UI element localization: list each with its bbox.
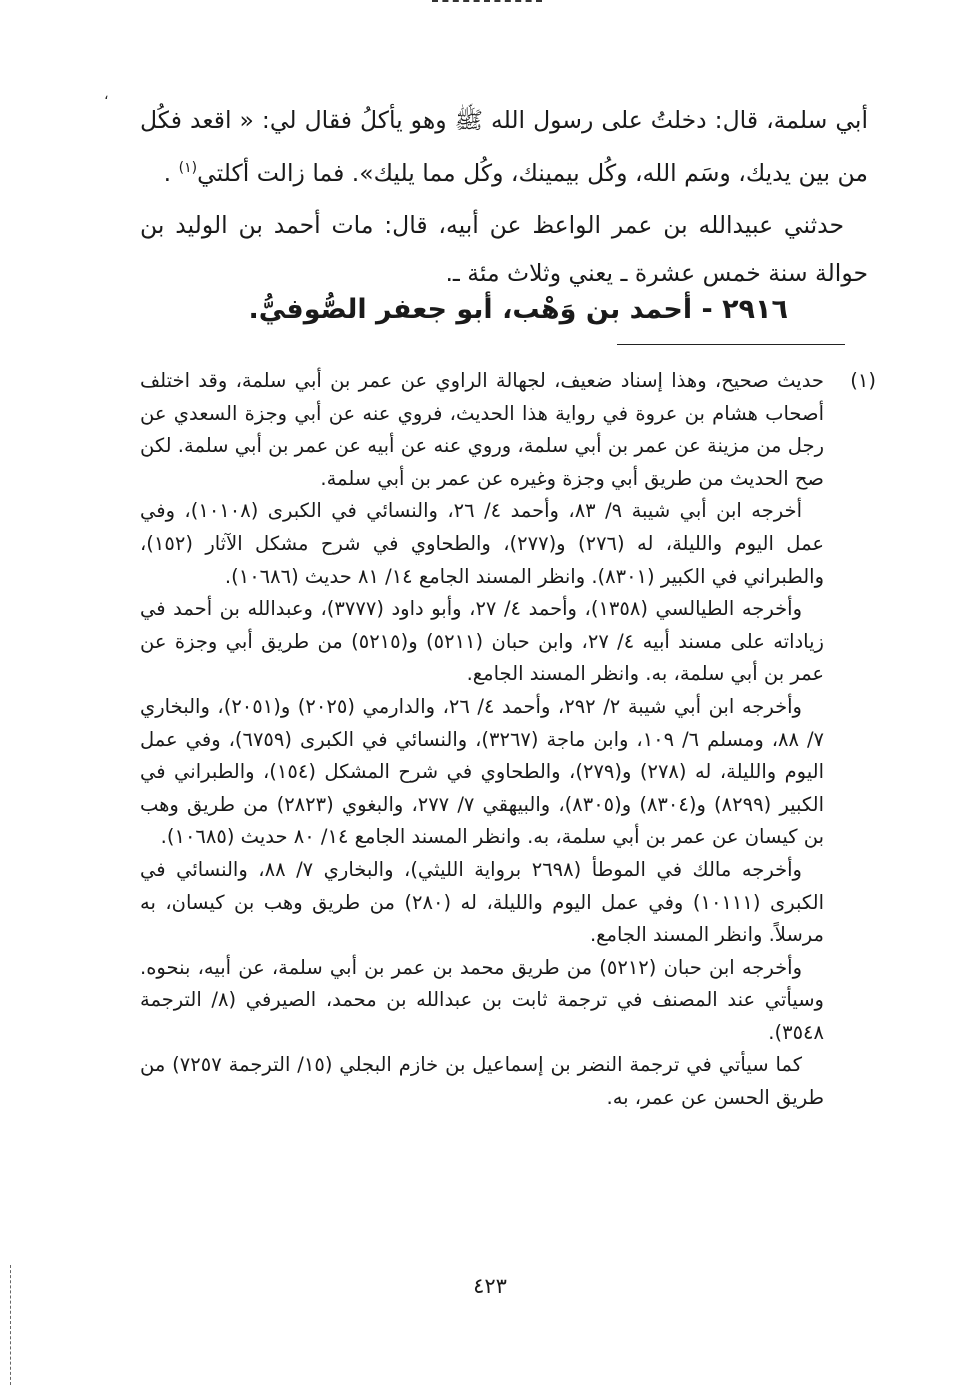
footnote-separator: [617, 344, 845, 345]
main-paragraph-2: حدثني عبيدالله بن عمر الواعظ عن أبيه، قال: مات أحمد بن الوليد بن حوالة سنة خمس عشرة ـ يعني وثلاث مئة ـ.: [140, 210, 868, 287]
footnote-paragraph: وأخرجه ابن أبي شيبة ٢/ ٢٩٢، وأحمد ٤/ ٢٦، والدارمي (٢٠٢٥) و(٢٠٥١)، والبخاري ٧/ ٨٨، ومسلم ٦/ ١٠٩، وابن ماجة (٣٢٦٧)، والنسائي في الكبرى (٦٧٥٩)، وفي عمل اليوم والليلة، له (٢٧٨) و(٢٧٩)، والطحاوي في شرح المشكل (١٥٤)، والطبراني في الكبير (٨٢٩٩) و(٨٣٠٤) و(٨٣٠٥)، والبيهقي ٧/ ٢٧٧، والبغوي (٢٨٢٣) من طريق وهب بن كيسان عن عمر بن أبي سلمة، به. وانظر المسند الجامع ١٤/ ٨٠ حديث (١٠٦٨٥).: [140, 694, 825, 849]
margin-mark: ،: [104, 87, 109, 103]
entry-heading: ٢٩١٦ - أحمد بن وَهْب، أبو جعفر الصُّوفيُّ.: [248, 294, 788, 325]
top-edge-rule: [432, 0, 542, 2]
footnote-paragraph: كما سيأتي في ترجمة النضر بن إسماعيل بن خازم البجلي (١٥/ الترجمة ٧٢٥٧) من طريق الحسن عن عمر، به.: [140, 1053, 824, 1110]
main-paragraph-1: [140, 96, 868, 197]
footnotes: [140, 365, 876, 1115]
main-text: [140, 96, 868, 297]
entry-heading-wrap: [140, 290, 868, 330]
footnote-1: [140, 365, 876, 495]
page-number: ٤٢٣: [473, 1274, 507, 1298]
footnote-paragraph: وأخرجه ابن حبان (٥٢١٢) من طريق محمد بن عمر بن أبي سلمة، عن أبيه، بنحوه. وسيأتي عند المصنف في ترجمة ثابت بن عبدالله بن محمد، الصيرفي (٨/ الترجمة ٣٥٤٨).: [140, 955, 824, 1044]
footnote-reference: (١): [178, 160, 198, 176]
footnote-number: (١): [850, 369, 876, 392]
footnote-paragraph: حديث صحيح، وهذا إسناد ضعيف، لجهالة الراوي عن عمر بن أبي سلمة، وقد اختلف أصحاب هشام بن عروة في رواية هذا الحديث، فروي عنه عن أبي وجزة السعدي عن رجل من مزينة عن عمر بن أبي سلمة، وروي عنه عن أبيه عن عمر بن أبي سلمة. لكن صح الحديث من طريق أبي وجزة وغيره عن عمر بن أبي سلمة.: [140, 369, 824, 490]
main-paragraph-1-end: .: [163, 158, 179, 187]
footnote-paragraph: وأخرجه الطيالسي (١٣٥٨)، وأحمد ٤/ ٢٧، وأبو داود (٣٧٧٧)، وعبدالله بن أحمد في زياداته على مسند أبيه ٤/ ٢٧، وابن حبان (٥٢١١) و(٥٢١٥) من طريق أبي وجزة عن عمر بن أبي سلمة، به. وانظر المسند الجامع.: [140, 597, 824, 686]
footnote-paragraph: وأخرجه مالك في الموطأ (٢٦٩٨ برواية الليثي)، والبخاري ٧/ ٨٨، والنسائي في الكبرى (١٠١١١) وفي عمل اليوم والليلة، له (٢٨٠) من طريق وهب بن كيسان، به مرسلاً. وانظر المسند الجامع.: [140, 857, 824, 947]
footnote-paragraph: أخرجه ابن أبي شيبة ٩/ ٨٣، وأحمد ٤/ ٢٦، والنسائي في الكبرى (١٠١٠٨)، وفي عمل اليوم والليلة، له (٢٧٦) و(٢٧٧)، والطحاوي في شرح مشكل الآثار (١٥٢)، والطبراني في الكبير (٨٣٠١). وانظر المسند الجامع ١٤/ ٨١ حديث (١٠٦٨٦).: [140, 499, 824, 588]
main-paragraph-1-text: أبي سلمة، قال: دخلتُ على رسول الله ﷺ وهو يأكلُ فقال لي: « اقعد فكُل من بين يديك، وسَم الله، وكُل بيمينك، وكُل مما يليك». فما زالت أكلتي: [140, 106, 868, 187]
